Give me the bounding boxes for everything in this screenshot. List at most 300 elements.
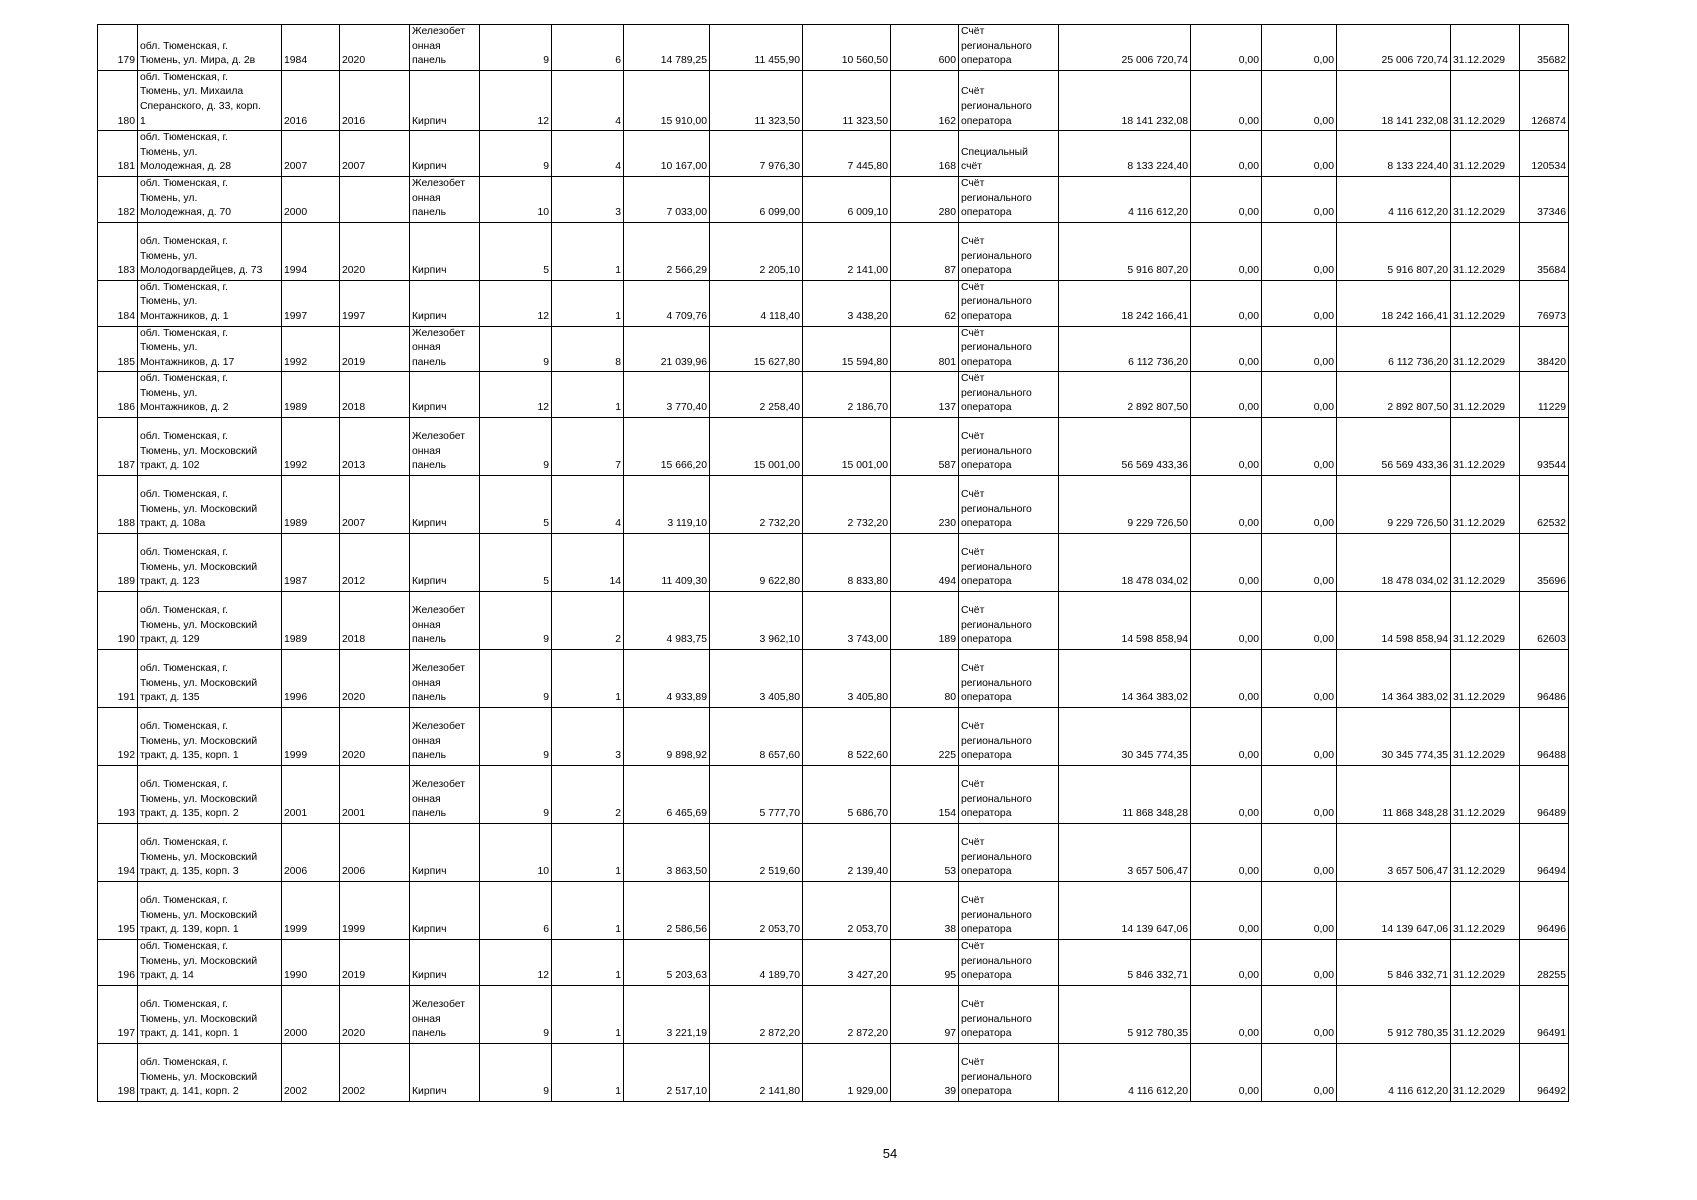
build-year-cell: 2016	[282, 70, 340, 130]
fund-method-cell: Специальный счёт	[959, 131, 1059, 177]
residents-cell: 38	[891, 882, 959, 940]
fund-method-cell: Счёт регионального оператора	[959, 940, 1059, 986]
deadline-cell: 31.12.2029	[1451, 708, 1520, 766]
residents-cell: 225	[891, 708, 959, 766]
regional-funds-cell: 0,00	[1262, 650, 1337, 708]
total-cost-cell: 6 112 736,20	[1059, 326, 1191, 372]
fund-method-cell: Счёт регионального оператора	[959, 280, 1059, 326]
total-area-cell: 4 983,75	[624, 592, 710, 650]
residents-cell: 494	[891, 534, 959, 592]
wall-material-cell: Железобет онная панель	[410, 25, 480, 71]
build-year-cell: 1999	[282, 708, 340, 766]
total-area-cell: 11 409,30	[624, 534, 710, 592]
table-row	[98, 650, 1569, 708]
fund-method-cell: Счёт регионального оператора	[959, 1043, 1059, 1101]
table-row	[98, 940, 1569, 986]
federal-funds-cell: 0,00	[1191, 70, 1262, 130]
owner-funds-cell: 3 657 506,47	[1337, 824, 1451, 882]
table-row	[98, 222, 1569, 280]
table-row	[98, 25, 1569, 71]
build-year-cell: 1990	[282, 940, 340, 986]
regional-funds-cell: 0,00	[1262, 592, 1337, 650]
entrances-cell: 1	[552, 1043, 624, 1101]
deadline-cell: 31.12.2029	[1451, 176, 1520, 222]
total-area-cell: 2 517,10	[624, 1043, 710, 1101]
deadline-cell: 31.12.2029	[1451, 592, 1520, 650]
regional-funds-cell: 0,00	[1262, 476, 1337, 534]
table-row	[98, 476, 1569, 534]
build-year-cell: 1984	[282, 25, 340, 71]
address-cell: обл. Тюменская, г. Тюмень, ул. Монтажников, д. 2	[138, 372, 282, 418]
federal-funds-cell: 0,00	[1191, 824, 1262, 882]
entrances-cell: 4	[552, 131, 624, 177]
residents-cell: 280	[891, 176, 959, 222]
fund-method-cell: Счёт регионального оператора	[959, 326, 1059, 372]
owner-funds-cell: 18 141 232,08	[1337, 70, 1451, 130]
fund-method-cell: Счёт регионального оператора	[959, 222, 1059, 280]
renovation-year-cell: 2007	[340, 131, 410, 177]
total-cost-cell: 5 916 807,20	[1059, 222, 1191, 280]
federal-funds-cell: 0,00	[1191, 534, 1262, 592]
entrances-cell: 1	[552, 280, 624, 326]
floors-cell: 9	[480, 708, 552, 766]
living-area-cell: 2 732,20	[710, 476, 803, 534]
living-area-cell: 2 258,40	[710, 372, 803, 418]
floors-cell: 9	[480, 131, 552, 177]
house-id-cell: 96494	[1520, 824, 1569, 882]
total-cost-cell: 4 116 612,20	[1059, 1043, 1191, 1101]
total-cost-cell: 18 242 166,41	[1059, 280, 1191, 326]
wall-material-cell: Кирпич	[410, 940, 480, 986]
house-id-cell: 96489	[1520, 766, 1569, 824]
residential-area-cell: 2 872,20	[803, 985, 891, 1043]
address-cell: обл. Тюменская, г. Тюмень, ул. Московский тракт, д. 135, корп. 3	[138, 824, 282, 882]
owner-funds-cell: 5 912 780,35	[1337, 985, 1451, 1043]
address-cell: обл. Тюменская, г. Тюмень, ул. Московский тракт, д. 141, корп. 2	[138, 1043, 282, 1101]
total-cost-cell: 14 598 858,94	[1059, 592, 1191, 650]
table-row	[98, 280, 1569, 326]
residential-area-cell: 6 009,10	[803, 176, 891, 222]
address-cell: обл. Тюменская, г. Тюмень, ул. Монтажников, д. 17	[138, 326, 282, 372]
wall-material-cell: Кирпич	[410, 280, 480, 326]
regional-funds-cell: 0,00	[1262, 280, 1337, 326]
address-cell: обл. Тюменская, г. Тюмень, ул. Московский тракт, д. 135, корп. 2	[138, 766, 282, 824]
entrances-cell: 1	[552, 222, 624, 280]
entrances-cell: 2	[552, 592, 624, 650]
residents-cell: 137	[891, 372, 959, 418]
address-cell: обл. Тюменская, г. Тюмень, ул. Молодежная, д. 28	[138, 131, 282, 177]
residential-area-cell: 3 405,80	[803, 650, 891, 708]
regional-funds-cell: 0,00	[1262, 985, 1337, 1043]
deadline-cell: 31.12.2029	[1451, 70, 1520, 130]
living-area-cell: 9 622,80	[710, 534, 803, 592]
address-cell: обл. Тюменская, г. Тюмень, ул. Молодежная, д. 70	[138, 176, 282, 222]
living-area-cell: 4 118,40	[710, 280, 803, 326]
deadline-cell: 31.12.2029	[1451, 766, 1520, 824]
row-number: 185	[98, 326, 138, 372]
total-area-cell: 3 770,40	[624, 372, 710, 418]
living-area-cell: 15 001,00	[710, 418, 803, 476]
fund-method-cell: Счёт регионального оператора	[959, 25, 1059, 71]
total-area-cell: 3 119,10	[624, 476, 710, 534]
address-cell: обл. Тюменская, г. Тюмень, ул. Московский тракт, д. 14	[138, 940, 282, 986]
federal-funds-cell: 0,00	[1191, 418, 1262, 476]
total-area-cell: 2 566,29	[624, 222, 710, 280]
deadline-cell: 31.12.2029	[1451, 222, 1520, 280]
build-year-cell: 1997	[282, 280, 340, 326]
total-cost-cell: 14 139 647,06	[1059, 882, 1191, 940]
entrances-cell: 6	[552, 25, 624, 71]
house-id-cell: 35682	[1520, 25, 1569, 71]
deadline-cell: 31.12.2029	[1451, 824, 1520, 882]
address-cell: обл. Тюменская, г. Тюмень, ул. Московский тракт, д. 108а	[138, 476, 282, 534]
fund-method-cell: Счёт регионального оператора	[959, 882, 1059, 940]
wall-material-cell: Кирпич	[410, 372, 480, 418]
entrances-cell: 1	[552, 650, 624, 708]
floors-cell: 5	[480, 476, 552, 534]
renovation-year-cell: 2016	[340, 70, 410, 130]
row-number: 180	[98, 70, 138, 130]
address-cell: обл. Тюменская, г. Тюмень, ул. Мира, д. 2в	[138, 25, 282, 71]
residents-cell: 154	[891, 766, 959, 824]
regional-funds-cell: 0,00	[1262, 1043, 1337, 1101]
wall-material-cell: Кирпич	[410, 70, 480, 130]
floors-cell: 9	[480, 985, 552, 1043]
house-id-cell: 37346	[1520, 176, 1569, 222]
house-id-cell: 28255	[1520, 940, 1569, 986]
renovation-year-cell: 2020	[340, 650, 410, 708]
wall-material-cell: Кирпич	[410, 476, 480, 534]
row-number: 192	[98, 708, 138, 766]
floors-cell: 9	[480, 326, 552, 372]
renovation-year-cell: 2020	[340, 985, 410, 1043]
row-number: 191	[98, 650, 138, 708]
entrances-cell: 3	[552, 708, 624, 766]
residents-cell: 162	[891, 70, 959, 130]
floors-cell: 12	[480, 280, 552, 326]
entrances-cell: 3	[552, 176, 624, 222]
renovation-year-cell: 2007	[340, 476, 410, 534]
house-id-cell: 62532	[1520, 476, 1569, 534]
entrances-cell: 14	[552, 534, 624, 592]
regional-funds-cell: 0,00	[1262, 766, 1337, 824]
address-cell: обл. Тюменская, г. Тюмень, ул. Московский тракт, д. 135, корп. 1	[138, 708, 282, 766]
regional-funds-cell: 0,00	[1262, 70, 1337, 130]
wall-material-cell: Железобет онная панель	[410, 418, 480, 476]
floors-cell: 9	[480, 25, 552, 71]
total-cost-cell: 14 364 383,02	[1059, 650, 1191, 708]
fund-method-cell: Счёт регионального оператора	[959, 650, 1059, 708]
federal-funds-cell: 0,00	[1191, 280, 1262, 326]
table-row	[98, 131, 1569, 177]
house-id-cell: 96488	[1520, 708, 1569, 766]
living-area-cell: 8 657,60	[710, 708, 803, 766]
wall-material-cell: Железобет онная панель	[410, 326, 480, 372]
total-cost-cell: 56 569 433,36	[1059, 418, 1191, 476]
build-year-cell: 1999	[282, 882, 340, 940]
row-number: 190	[98, 592, 138, 650]
residents-cell: 97	[891, 985, 959, 1043]
build-year-cell: 1987	[282, 534, 340, 592]
build-year-cell: 2006	[282, 824, 340, 882]
renovation-year-cell: 2018	[340, 372, 410, 418]
floors-cell: 12	[480, 372, 552, 418]
page-number: 54	[882, 1146, 898, 1161]
row-number: 198	[98, 1043, 138, 1101]
federal-funds-cell: 0,00	[1191, 766, 1262, 824]
entrances-cell: 1	[552, 824, 624, 882]
residents-cell: 587	[891, 418, 959, 476]
total-area-cell: 15 910,00	[624, 70, 710, 130]
table-row	[98, 372, 1569, 418]
deadline-cell: 31.12.2029	[1451, 650, 1520, 708]
total-cost-cell: 8 133 224,40	[1059, 131, 1191, 177]
build-year-cell: 2007	[282, 131, 340, 177]
total-area-cell: 9 898,92	[624, 708, 710, 766]
row-number: 196	[98, 940, 138, 986]
living-area-cell: 4 189,70	[710, 940, 803, 986]
house-id-cell: 35696	[1520, 534, 1569, 592]
federal-funds-cell: 0,00	[1191, 222, 1262, 280]
total-area-cell: 5 203,63	[624, 940, 710, 986]
living-area-cell: 7 976,30	[710, 131, 803, 177]
house-id-cell: 126874	[1520, 70, 1569, 130]
table-row	[98, 592, 1569, 650]
table-row	[98, 418, 1569, 476]
total-area-cell: 6 465,69	[624, 766, 710, 824]
total-area-cell: 3 863,50	[624, 824, 710, 882]
deadline-cell: 31.12.2029	[1451, 418, 1520, 476]
deadline-cell: 31.12.2029	[1451, 25, 1520, 71]
fund-method-cell: Счёт регионального оператора	[959, 708, 1059, 766]
housing-register-table	[97, 24, 1569, 1102]
wall-material-cell: Кирпич	[410, 824, 480, 882]
renovation-year-cell: 2013	[340, 418, 410, 476]
residential-area-cell: 3 427,20	[803, 940, 891, 986]
residential-area-cell: 3 438,20	[803, 280, 891, 326]
build-year-cell: 1989	[282, 372, 340, 418]
floors-cell: 9	[480, 1043, 552, 1101]
residents-cell: 53	[891, 824, 959, 882]
residential-area-cell: 7 445,80	[803, 131, 891, 177]
row-number: 183	[98, 222, 138, 280]
table-row	[98, 985, 1569, 1043]
federal-funds-cell: 0,00	[1191, 176, 1262, 222]
residential-area-cell: 2 186,70	[803, 372, 891, 418]
row-number: 189	[98, 534, 138, 592]
total-area-cell: 2 586,56	[624, 882, 710, 940]
floors-cell: 6	[480, 882, 552, 940]
residents-cell: 801	[891, 326, 959, 372]
fund-method-cell: Счёт регионального оператора	[959, 824, 1059, 882]
wall-material-cell: Кирпич	[410, 534, 480, 592]
living-area-cell: 2 053,70	[710, 882, 803, 940]
table-row	[98, 824, 1569, 882]
total-cost-cell: 11 868 348,28	[1059, 766, 1191, 824]
total-cost-cell: 18 141 232,08	[1059, 70, 1191, 130]
residential-area-cell: 2 139,40	[803, 824, 891, 882]
regional-funds-cell: 0,00	[1262, 326, 1337, 372]
owner-funds-cell: 2 892 807,50	[1337, 372, 1451, 418]
residents-cell: 80	[891, 650, 959, 708]
build-year-cell: 2001	[282, 766, 340, 824]
fund-method-cell: Счёт регионального оператора	[959, 534, 1059, 592]
wall-material-cell: Железобет онная панель	[410, 650, 480, 708]
house-id-cell: 120534	[1520, 131, 1569, 177]
deadline-cell: 31.12.2029	[1451, 940, 1520, 986]
owner-funds-cell: 25 006 720,74	[1337, 25, 1451, 71]
regional-funds-cell: 0,00	[1262, 176, 1337, 222]
floors-cell: 12	[480, 940, 552, 986]
total-area-cell: 21 039,96	[624, 326, 710, 372]
owner-funds-cell: 5 916 807,20	[1337, 222, 1451, 280]
row-number: 179	[98, 25, 138, 71]
renovation-year-cell: 2019	[340, 326, 410, 372]
address-cell: обл. Тюменская, г. Тюмень, ул. Московский тракт, д. 129	[138, 592, 282, 650]
table-row	[98, 70, 1569, 130]
fund-method-cell: Счёт регионального оператора	[959, 766, 1059, 824]
federal-funds-cell: 0,00	[1191, 592, 1262, 650]
row-number: 186	[98, 372, 138, 418]
total-area-cell: 4 709,76	[624, 280, 710, 326]
house-id-cell: 96486	[1520, 650, 1569, 708]
address-cell: обл. Тюменская, г. Тюмень, ул. Монтажников, д. 1	[138, 280, 282, 326]
regional-funds-cell: 0,00	[1262, 418, 1337, 476]
federal-funds-cell: 0,00	[1191, 1043, 1262, 1101]
renovation-year-cell: 2002	[340, 1043, 410, 1101]
total-area-cell: 4 933,89	[624, 650, 710, 708]
fund-method-cell: Счёт регионального оператора	[959, 418, 1059, 476]
floors-cell: 10	[480, 176, 552, 222]
entrances-cell: 2	[552, 766, 624, 824]
residents-cell: 600	[891, 25, 959, 71]
residents-cell: 39	[891, 1043, 959, 1101]
total-cost-cell: 9 229 726,50	[1059, 476, 1191, 534]
house-id-cell: 35684	[1520, 222, 1569, 280]
total-cost-cell: 4 116 612,20	[1059, 176, 1191, 222]
owner-funds-cell: 14 598 858,94	[1337, 592, 1451, 650]
address-cell: обл. Тюменская, г. Тюмень, ул. Московский тракт, д. 102	[138, 418, 282, 476]
table-row	[98, 326, 1569, 372]
row-number: 193	[98, 766, 138, 824]
entrances-cell: 7	[552, 418, 624, 476]
residents-cell: 62	[891, 280, 959, 326]
deadline-cell: 31.12.2029	[1451, 1043, 1520, 1101]
floors-cell: 5	[480, 534, 552, 592]
wall-material-cell: Кирпич	[410, 131, 480, 177]
build-year-cell: 2002	[282, 1043, 340, 1101]
regional-funds-cell: 0,00	[1262, 534, 1337, 592]
living-area-cell: 2 205,10	[710, 222, 803, 280]
renovation-year-cell: 2001	[340, 766, 410, 824]
renovation-year-cell: 2020	[340, 25, 410, 71]
owner-funds-cell: 4 116 612,20	[1337, 176, 1451, 222]
floors-cell: 9	[480, 418, 552, 476]
table-row	[98, 882, 1569, 940]
row-number: 187	[98, 418, 138, 476]
living-area-cell: 5 777,70	[710, 766, 803, 824]
total-cost-cell: 5 846 332,71	[1059, 940, 1191, 986]
address-cell: обл. Тюменская, г. Тюмень, ул. Московский тракт, д. 139, корп. 1	[138, 882, 282, 940]
floors-cell: 9	[480, 592, 552, 650]
federal-funds-cell: 0,00	[1191, 940, 1262, 986]
living-area-cell: 2 141,80	[710, 1043, 803, 1101]
wall-material-cell: Кирпич	[410, 882, 480, 940]
renovation-year-cell: 1997	[340, 280, 410, 326]
federal-funds-cell: 0,00	[1191, 25, 1262, 71]
federal-funds-cell: 0,00	[1191, 372, 1262, 418]
table-row	[98, 708, 1569, 766]
renovation-year-cell	[340, 176, 410, 222]
federal-funds-cell: 0,00	[1191, 326, 1262, 372]
renovation-year-cell: 2020	[340, 708, 410, 766]
address-cell: обл. Тюменская, г. Тюмень, ул. Московский тракт, д. 123	[138, 534, 282, 592]
entrances-cell: 4	[552, 70, 624, 130]
fund-method-cell: Счёт регионального оператора	[959, 372, 1059, 418]
table-row	[98, 176, 1569, 222]
total-cost-cell: 3 657 506,47	[1059, 824, 1191, 882]
wall-material-cell: Кирпич	[410, 222, 480, 280]
living-area-cell: 2 519,60	[710, 824, 803, 882]
living-area-cell: 3 405,80	[710, 650, 803, 708]
living-area-cell: 6 099,00	[710, 176, 803, 222]
residential-area-cell: 1 929,00	[803, 1043, 891, 1101]
entrances-cell: 1	[552, 985, 624, 1043]
house-id-cell: 76973	[1520, 280, 1569, 326]
residential-area-cell: 10 560,50	[803, 25, 891, 71]
renovation-year-cell: 2019	[340, 940, 410, 986]
entrances-cell: 4	[552, 476, 624, 534]
house-id-cell: 38420	[1520, 326, 1569, 372]
build-year-cell: 1989	[282, 592, 340, 650]
table-row	[98, 1043, 1569, 1101]
residents-cell: 168	[891, 131, 959, 177]
floors-cell: 12	[480, 70, 552, 130]
build-year-cell: 1992	[282, 326, 340, 372]
regional-funds-cell: 0,00	[1262, 25, 1337, 71]
fund-method-cell: Счёт регионального оператора	[959, 176, 1059, 222]
wall-material-cell: Железобет онная панель	[410, 176, 480, 222]
table-row	[98, 766, 1569, 824]
wall-material-cell: Железобет онная панель	[410, 985, 480, 1043]
entrances-cell: 1	[552, 882, 624, 940]
renovation-year-cell: 2018	[340, 592, 410, 650]
living-area-cell: 3 962,10	[710, 592, 803, 650]
house-id-cell: 96491	[1520, 985, 1569, 1043]
residential-area-cell: 3 743,00	[803, 592, 891, 650]
regional-funds-cell: 0,00	[1262, 882, 1337, 940]
residential-area-cell: 15 594,80	[803, 326, 891, 372]
total-cost-cell: 18 478 034,02	[1059, 534, 1191, 592]
build-year-cell: 2000	[282, 985, 340, 1043]
wall-material-cell: Железобет онная панель	[410, 592, 480, 650]
residents-cell: 87	[891, 222, 959, 280]
fund-method-cell: Счёт регионального оператора	[959, 476, 1059, 534]
address-cell: обл. Тюменская, г. Тюмень, ул. Михаила Сперанского, д. 33, корп. 1	[138, 70, 282, 130]
row-number: 184	[98, 280, 138, 326]
renovation-year-cell: 2006	[340, 824, 410, 882]
residential-area-cell: 5 686,70	[803, 766, 891, 824]
owner-funds-cell: 18 478 034,02	[1337, 534, 1451, 592]
federal-funds-cell: 0,00	[1191, 131, 1262, 177]
total-area-cell: 7 033,00	[624, 176, 710, 222]
deadline-cell: 31.12.2029	[1451, 985, 1520, 1043]
build-year-cell: 1992	[282, 418, 340, 476]
total-cost-cell: 30 345 774,35	[1059, 708, 1191, 766]
owner-funds-cell: 9 229 726,50	[1337, 476, 1451, 534]
regional-funds-cell: 0,00	[1262, 131, 1337, 177]
residential-area-cell: 8 522,60	[803, 708, 891, 766]
